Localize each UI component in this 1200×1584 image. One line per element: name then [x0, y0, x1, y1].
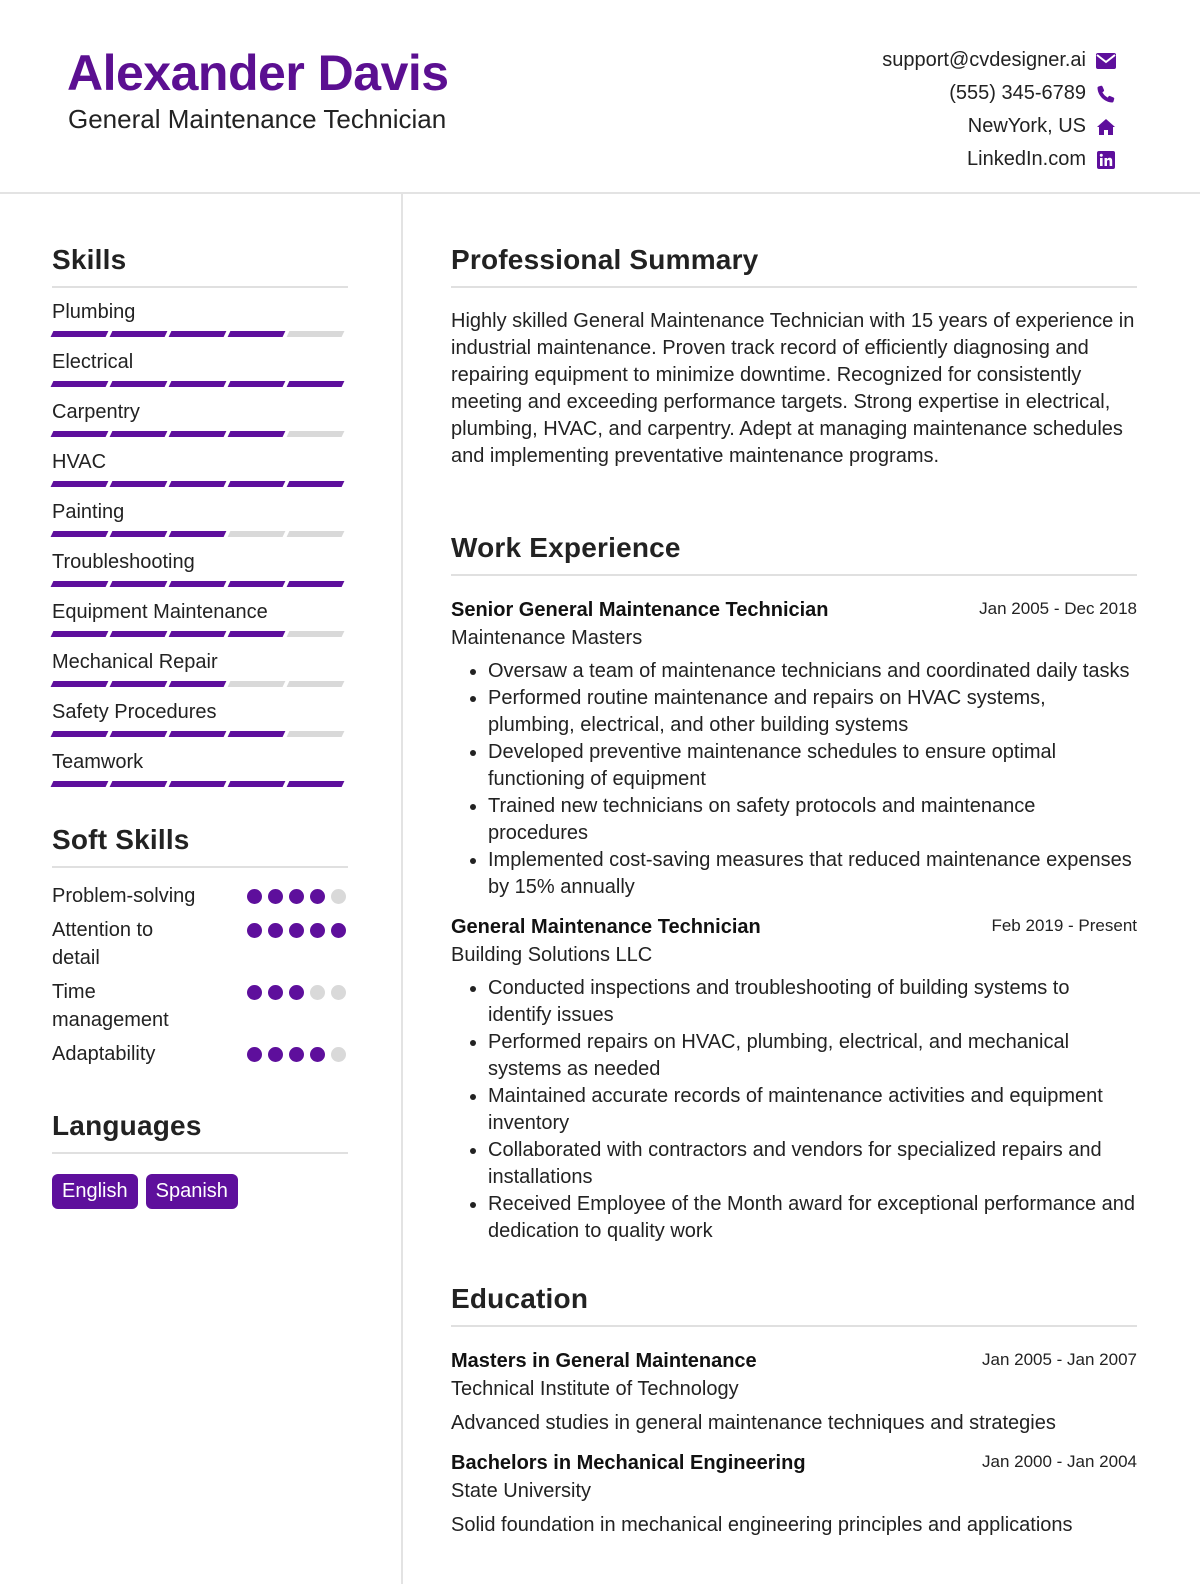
skill-level-segment	[169, 631, 227, 637]
skill-name: Safety Procedures	[52, 701, 217, 723]
skill-level-segment	[51, 731, 109, 737]
soft-skills-heading: Soft Skills	[52, 824, 348, 868]
linkedin-icon	[1096, 150, 1116, 170]
rating-dot	[310, 889, 325, 904]
rating-dot	[331, 889, 346, 904]
skill-level-segment	[228, 731, 286, 737]
rating-dot	[289, 923, 304, 938]
soft-skill-rating	[241, 1047, 346, 1062]
phone-icon	[1096, 84, 1116, 104]
rating-dot	[247, 889, 262, 904]
skill-level-segment	[110, 781, 168, 787]
job-company: Maintenance Masters	[451, 627, 643, 649]
skill-level-segment	[228, 331, 286, 337]
skill-level-segment	[169, 331, 227, 337]
soft-skill-item	[52, 978, 348, 1034]
rating-dot	[247, 985, 262, 1000]
rating-dot	[289, 1047, 304, 1062]
job-bullet: • Performed repairs on HVAC, plumbing, electrical, and mechanical systems as needed	[488, 1029, 1137, 1083]
experience-heading: Work Experience	[451, 532, 1137, 576]
job-bullet: • Collaborated with contractors and vendors for specialized repairs and installations	[488, 1137, 1137, 1191]
rating-dot	[247, 1047, 262, 1062]
skill-level-segment	[110, 731, 168, 737]
skill-level-segment	[228, 681, 286, 687]
education-dates: Jan 2005 - Jan 2007	[981, 1350, 1137, 1369]
job-header	[451, 596, 1137, 624]
soft-skill-name: Problem-solving	[52, 885, 196, 907]
skill-name: Troubleshooting	[52, 551, 195, 573]
skill-level-segment	[51, 381, 109, 387]
rating-dot	[268, 923, 283, 938]
skill-level-segment	[110, 381, 168, 387]
skill-level-segment	[110, 331, 168, 337]
soft-skill-name: Time management	[52, 981, 169, 1031]
soft-skill-item	[52, 882, 348, 910]
skill-level-segment	[228, 531, 286, 537]
skill-level-segment	[169, 481, 227, 487]
skill-level-segment	[287, 581, 345, 587]
job-bullet: • Trained new technicians on safety protocols and maintenance procedures	[488, 793, 1137, 847]
contact-phone-text: (555) 345-6789	[949, 82, 1086, 104]
job-bullet: • Maintained accurate records of maintenance activities and equipment inventory	[488, 1083, 1137, 1137]
skill-level-segment	[169, 531, 227, 537]
job-dates: Feb 2019 - Present	[991, 916, 1137, 935]
job-entry	[451, 913, 1137, 1245]
skill-name: Electrical	[52, 351, 134, 373]
skills-heading: Skills	[52, 244, 348, 288]
skill-level-segment	[287, 331, 345, 337]
job-company: Building Solutions LLC	[451, 944, 653, 966]
education-degree: Bachelors in Mechanical Engineering	[451, 1452, 806, 1474]
skill-item	[52, 500, 348, 538]
soft-skill-name: Attention to detail	[52, 919, 154, 969]
skill-level-segment	[51, 631, 109, 637]
summary-heading: Professional Summary	[451, 244, 1137, 288]
contact-linkedin[interactable]	[882, 143, 1116, 176]
skill-level-segment	[51, 581, 109, 587]
education-description: Advanced studies in general maintenance techniques and strategies	[451, 1412, 1056, 1434]
skill-level-bar	[52, 581, 348, 588]
skill-item	[52, 350, 348, 388]
soft-skill-item	[52, 916, 348, 972]
skill-level-segment	[287, 381, 345, 387]
education-school: State University	[451, 1480, 592, 1502]
left-column	[52, 244, 348, 1209]
skill-level-bar	[52, 481, 348, 488]
job-bullet: • Conducted inspections and troubleshooting of building systems to identify issues	[488, 975, 1137, 1029]
summary-text: Highly skilled General Maintenance Technician with 15 years of experience in industrial maintenance. Proven track record of efficiently diagnosing and repairing equipment to minimize downtime. Recognized for consistently meeting and exceeding performance targets. Strong expertise in electrical, plumbing, HVAC, and carpentry. Adept at managing maintenance schedules and implementing preventative maintenance programs.	[451, 310, 1135, 467]
rating-dot	[310, 1047, 325, 1062]
soft-skills-list	[52, 882, 348, 1068]
envelope-icon	[1096, 51, 1116, 71]
job-title: Senior General Maintenance Technician	[451, 599, 829, 621]
experience-list	[451, 596, 1137, 1245]
skill-item	[52, 400, 348, 438]
skill-name: Mechanical Repair	[52, 651, 218, 673]
soft-skill-rating	[241, 923, 346, 938]
languages-list	[52, 1174, 348, 1209]
skill-name: Carpentry	[52, 401, 140, 423]
skill-level-segment	[228, 781, 286, 787]
skill-level-bar	[52, 781, 348, 788]
skill-level-bar	[52, 381, 348, 388]
skill-level-segment	[287, 681, 345, 687]
skill-item	[52, 300, 348, 338]
education-school: Technical Institute of Technology	[451, 1378, 739, 1400]
rating-dot	[310, 985, 325, 1000]
skill-level-segment	[169, 431, 227, 437]
soft-skill-rating	[241, 889, 346, 904]
skill-name: Equipment Maintenance	[52, 601, 268, 623]
education-entry	[451, 1449, 1137, 1539]
education-header	[451, 1347, 1137, 1375]
languages-heading: Languages	[52, 1110, 348, 1154]
skill-level-segment	[287, 431, 345, 437]
skill-level-segment	[228, 431, 286, 437]
job-header	[451, 913, 1137, 941]
education-entry	[451, 1347, 1137, 1437]
rating-dot	[289, 889, 304, 904]
skill-level-segment	[51, 481, 109, 487]
skill-level-segment	[110, 431, 168, 437]
skill-item	[52, 550, 348, 588]
job-bullet: • Implemented cost-saving measures that reduced maintenance expenses by 15% annually	[488, 847, 1137, 901]
contact-email[interactable]	[882, 44, 1116, 77]
rating-dot	[331, 1047, 346, 1062]
soft-skill-name: Adaptability	[52, 1043, 156, 1065]
skill-name: Plumbing	[52, 301, 136, 323]
skill-level-segment	[110, 581, 168, 587]
job-title: General Maintenance Technician	[451, 916, 761, 938]
skill-level-segment	[51, 781, 109, 787]
skills-list	[52, 300, 348, 788]
rating-dot	[268, 1047, 283, 1062]
rating-dot	[289, 985, 304, 1000]
candidate-name: Alexander Davis	[67, 45, 449, 101]
rating-dot	[310, 923, 325, 938]
job-bullet: • Developed preventive maintenance schedules to ensure optimal functioning of equipment	[488, 739, 1137, 793]
job-bullet: • Performed routine maintenance and repairs on HVAC systems, plumbing, electrical, and other building systems	[488, 685, 1137, 739]
skill-level-bar	[52, 681, 348, 688]
job-bullets	[451, 975, 1137, 1245]
skill-item	[52, 700, 348, 738]
contact-location-text: NewYork, US	[967, 115, 1086, 137]
skill-name: HVAC	[52, 451, 107, 473]
right-column	[451, 244, 1137, 1539]
skill-level-segment	[287, 531, 345, 537]
skill-level-bar	[52, 431, 348, 438]
skill-name: Painting	[52, 501, 125, 523]
skill-level-bar	[52, 731, 348, 738]
job-bullets	[451, 658, 1137, 901]
skill-level-segment	[228, 631, 286, 637]
skill-level-bar	[52, 631, 348, 638]
rating-dot	[331, 923, 346, 938]
skill-level-segment	[287, 731, 345, 737]
soft-skill-rating	[241, 985, 346, 1000]
column-divider	[401, 194, 403, 1584]
skill-level-bar	[52, 331, 348, 338]
skill-level-segment	[169, 781, 227, 787]
skill-level-segment	[51, 531, 109, 537]
education-heading: Education	[451, 1283, 1137, 1327]
skill-level-segment	[169, 731, 227, 737]
job-bullet: • Received Employee of the Month award for exceptional performance and dedication to quality work	[488, 1191, 1137, 1245]
skill-item	[52, 650, 348, 688]
contact-location[interactable]	[882, 110, 1116, 143]
education-dates: Jan 2000 - Jan 2004	[981, 1452, 1137, 1471]
skill-level-segment	[169, 581, 227, 587]
skill-level-segment	[169, 381, 227, 387]
education-degree: Masters in General Maintenance	[451, 1350, 757, 1372]
candidate-title: General Maintenance Technician	[68, 104, 447, 134]
skill-level-bar	[52, 531, 348, 538]
language-badge: English	[52, 1174, 138, 1209]
skill-item	[52, 450, 348, 488]
skill-level-segment	[110, 631, 168, 637]
skill-level-segment	[110, 531, 168, 537]
resume-header	[0, 0, 1200, 194]
contact-phone[interactable]	[882, 77, 1116, 110]
education-description: Solid foundation in mechanical engineering principles and applications	[451, 1514, 1073, 1536]
language-badge: Spanish	[146, 1174, 238, 1209]
skill-level-segment	[51, 331, 109, 337]
skill-level-segment	[169, 681, 227, 687]
job-bullet: • Oversaw a team of maintenance technicians and coordinated daily tasks	[488, 658, 1137, 685]
education-header	[451, 1449, 1137, 1477]
skill-level-segment	[228, 581, 286, 587]
skill-level-segment	[287, 781, 345, 787]
contact-linkedin-text: LinkedIn.com	[967, 148, 1086, 170]
rating-dot	[268, 985, 283, 1000]
skill-level-segment	[228, 381, 286, 387]
contact-list	[882, 44, 1116, 176]
contact-email-text: support@cvdesigner.ai	[882, 49, 1086, 71]
job-dates: Jan 2005 - Dec 2018	[979, 599, 1137, 618]
skill-level-segment	[51, 681, 109, 687]
skill-level-segment	[51, 431, 109, 437]
skill-level-segment	[228, 481, 286, 487]
skill-name: Teamwork	[52, 751, 144, 773]
skill-level-segment	[287, 481, 345, 487]
education-list	[451, 1347, 1137, 1539]
home-icon	[1096, 117, 1116, 137]
rating-dot	[268, 889, 283, 904]
skill-item	[52, 750, 348, 788]
skill-level-segment	[110, 481, 168, 487]
skill-item	[52, 600, 348, 638]
soft-skill-item	[52, 1040, 348, 1068]
skill-level-segment	[110, 681, 168, 687]
rating-dot	[247, 923, 262, 938]
rating-dot	[331, 985, 346, 1000]
skill-level-segment	[287, 631, 345, 637]
job-entry	[451, 596, 1137, 901]
